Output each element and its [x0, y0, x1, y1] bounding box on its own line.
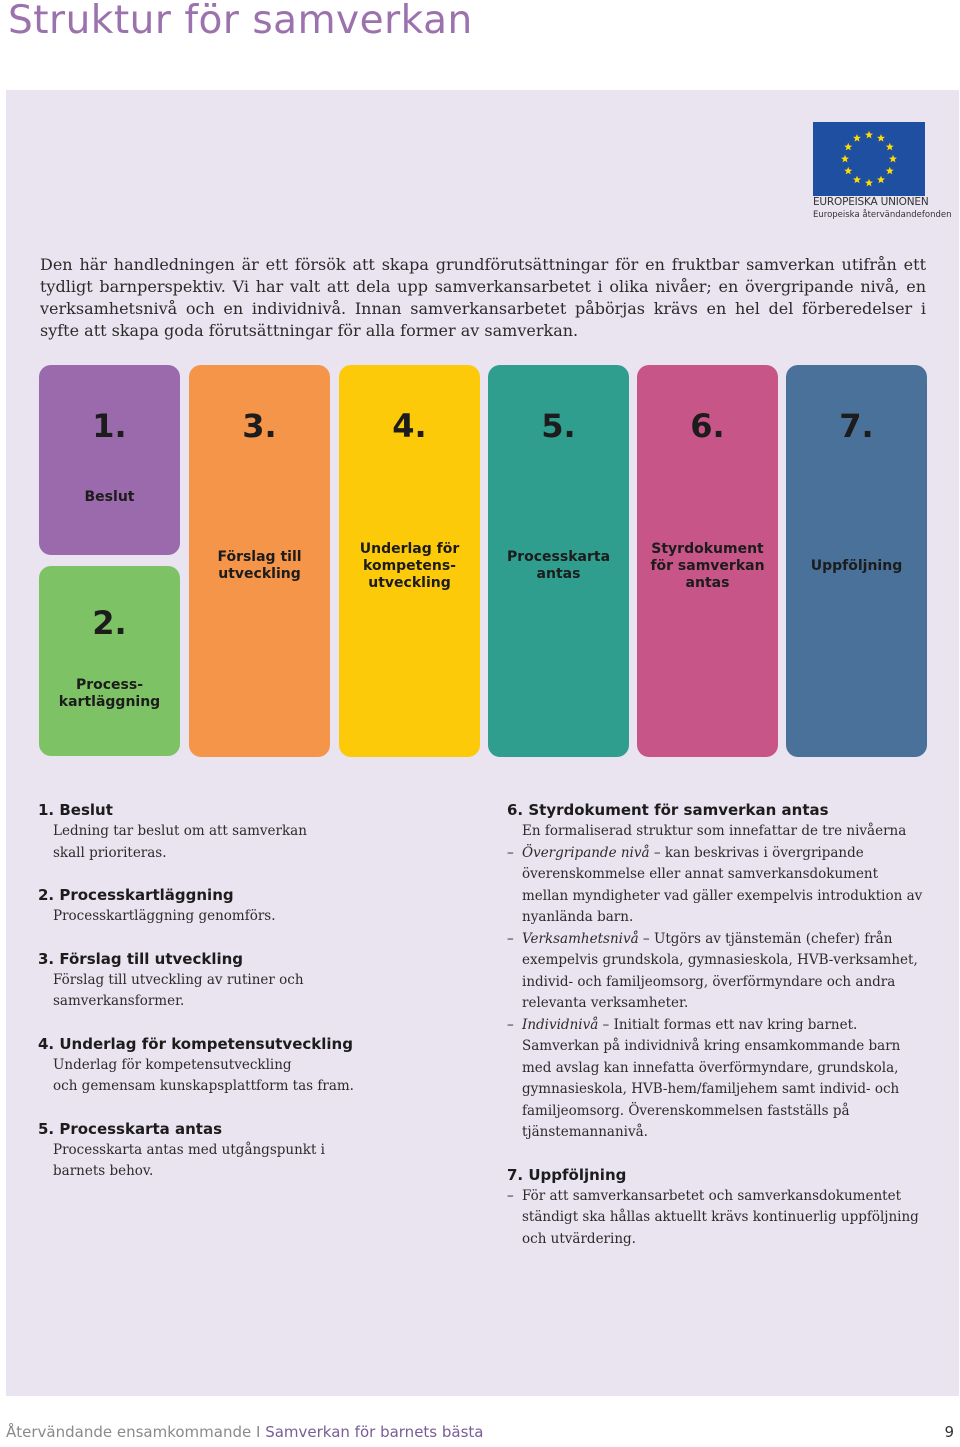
level-term: Individnivå	[522, 1016, 599, 1033]
eu-flag-logo	[813, 122, 925, 196]
right-descriptions	[507, 800, 927, 1271]
step-number: 2.	[92, 604, 127, 642]
followup-text: För att samverkansarbetet och samverkansdokumentet ständigt ska hållas aktuellt krävs kontinuerlig uppföljning och utvärdering.	[522, 1187, 919, 1247]
description-heading: 7. Uppföljning	[507, 1165, 627, 1184]
step-label: Uppföljning	[810, 558, 903, 574]
description-line: Processkarta antas med utgångspunkt i	[53, 1141, 325, 1158]
followup-item: – För att samverkansarbetet och samverkansdokumentet ständigt ska hållas aktuellt krävs kontinuerlig uppföljning och utvärdering.	[507, 1187, 919, 1247]
eu-star	[853, 176, 861, 184]
content-panel	[6, 90, 959, 1396]
eu-star	[889, 155, 897, 163]
page-number: 9	[944, 1423, 954, 1441]
description-step-2	[38, 885, 478, 928]
level-item-overgripande: – Övergripande nivå – kan beskrivas i övergripande överenskommelse eller annat samverkansdokument mellan myndigheter vad gäller exempelvis introduktion av nyanlända barn.	[507, 844, 923, 925]
description-lead: En formaliserad struktur som innefattar de tre nivåerna	[522, 823, 907, 839]
step-label: Beslut	[84, 489, 135, 505]
level-item-verksamhet: – Verksamhetsnivå – Utgörs av tjänstemän (chefer) från exempelvis grundskola, gymnasieskola, HVB-verksamhet, individ- och familjeomsorg, överförmyndare och andra relevanta verksamheter.	[507, 930, 918, 1011]
step-card-1	[39, 365, 180, 555]
footer-publication: Återvändande ensamkommande	[6, 1423, 252, 1441]
description-line: skall prioriteras.	[53, 844, 167, 861]
step-number: 3.	[242, 407, 277, 445]
description-line: och gemensam kunskapsplattform tas fram.	[53, 1078, 354, 1094]
level-text: – Utgörs av tjänstemän (chefer) från exempelvis grundskola, gymnasieskola, HVB-verksamhet, individ- och familjeomsorg, överförmyndare och andra relevanta verksamheter.	[522, 930, 918, 1011]
eu-logo-name: EUROPEISKA UNIONEN	[813, 196, 929, 208]
eu-star	[877, 176, 885, 184]
step-card-5	[488, 365, 629, 757]
description-step-4	[38, 1034, 478, 1098]
level-item-individ: – Individnivå – Initialt formas ett nav kring barnet. Samverkan på individnivå kring ensamkommande barn med avslag kan innefatta överförmyndare, grundskola, gymnasieskola, HVB-hem/familjehem samt individ- och familjeomsorg. Överenskommelsen fastställs på tjänstemannanivå.	[507, 1016, 901, 1140]
eu-logo-fund: Europeiska återvändandefonden	[813, 210, 952, 220]
intro-paragraph: Den här handledningen är ett försök att skapa grundförutsättningar för en fruktbar samverkan utifrån ett tydligt barnperspektiv. Vi har valt att dela upp samverkansarbetet i olika nivåer; en övergripande nivå, en verksamhetsnivå och en individnivå. Innan samverkansarbetet påbörjas krävs en hel del förberedelser i syfte att skapa goda förutsättningar för alla former av samverkan.	[40, 255, 926, 340]
eu-star	[844, 167, 852, 175]
eu-star	[865, 179, 873, 187]
eu-star	[853, 134, 861, 142]
description-line: barnets behov.	[53, 1163, 154, 1179]
footer-separator: I	[251, 1423, 266, 1441]
description-heading: 6. Styrdokument för samverkan antas	[507, 801, 829, 819]
eu-star	[877, 134, 885, 142]
left-descriptions	[38, 800, 478, 1204]
step-number: 5.	[541, 407, 576, 445]
description-heading: 4. Underlag för kompetensutveckling	[38, 1034, 353, 1053]
eu-star	[844, 143, 852, 151]
description-line: Ledning tar beslut om att samverkan	[53, 823, 307, 839]
step-number: 7.	[839, 407, 874, 445]
step-number: 6.	[690, 407, 725, 445]
description-line: Förslag till utveckling av rutiner och	[53, 971, 304, 988]
description-heading: 1. Beslut	[38, 801, 113, 819]
step-number: 1.	[92, 407, 127, 445]
description-line: Processkartläggning genomförs.	[53, 908, 276, 924]
level-text: – kan beskrivas i övergripande överenskommelse eller annat samverkansdokument mellan myndigheter vad gäller exempelvis introduktion av nyanlända barn.	[522, 844, 923, 925]
step-label: Styrdokument för samverkan antas	[650, 541, 765, 591]
step-label: Förslag till utveckling	[217, 549, 302, 582]
description-heading: 2. Processkartläggning	[38, 886, 234, 904]
eu-star	[886, 143, 894, 151]
step-card-3	[189, 365, 330, 757]
eu-star	[841, 155, 849, 163]
level-text: – Initialt formas ett nav kring barnet. Samverkan på individnivå kring ensamkommande barn med avslag kan innefatta överförmyndare, grundskola, gymnasieskola, HVB-hem/familjehem samt individ- och familjeomsorg. Överenskommelsen fastställs på tjänstemannanivå.	[522, 1016, 901, 1140]
description-heading: 3. Förslag till utveckling	[38, 949, 244, 968]
step-card-4	[339, 365, 480, 757]
eu-star	[886, 167, 894, 175]
level-term: Övergripande nivå	[522, 844, 650, 861]
step-label: Underlag för kompetens- utveckling	[359, 541, 460, 591]
footer-subtitle: Samverkan för barnets bästa	[265, 1423, 484, 1441]
level-term: Verksamhetsnivå	[522, 930, 639, 947]
step-label: Processkarta antas	[506, 549, 611, 582]
description-step-3	[38, 949, 478, 1013]
description-step-7	[507, 1165, 927, 1251]
step-card-7	[786, 365, 927, 757]
description-heading: 5. Processkarta antas	[38, 1119, 223, 1138]
description-line: samverkansformer.	[53, 993, 185, 1009]
eu-star	[865, 131, 873, 139]
description-step-6	[507, 800, 927, 1144]
step-card-6	[637, 365, 778, 757]
page-title: Struktur för samverkan	[8, 0, 473, 43]
step-label: Process- kartläggning	[58, 677, 161, 710]
step-number: 4.	[392, 407, 427, 445]
step-card-2	[39, 566, 180, 756]
description-step-1	[38, 800, 478, 864]
footer	[6, 1423, 484, 1441]
description-step-5	[38, 1119, 478, 1183]
description-line: Underlag för kompetensutveckling	[53, 1056, 292, 1073]
